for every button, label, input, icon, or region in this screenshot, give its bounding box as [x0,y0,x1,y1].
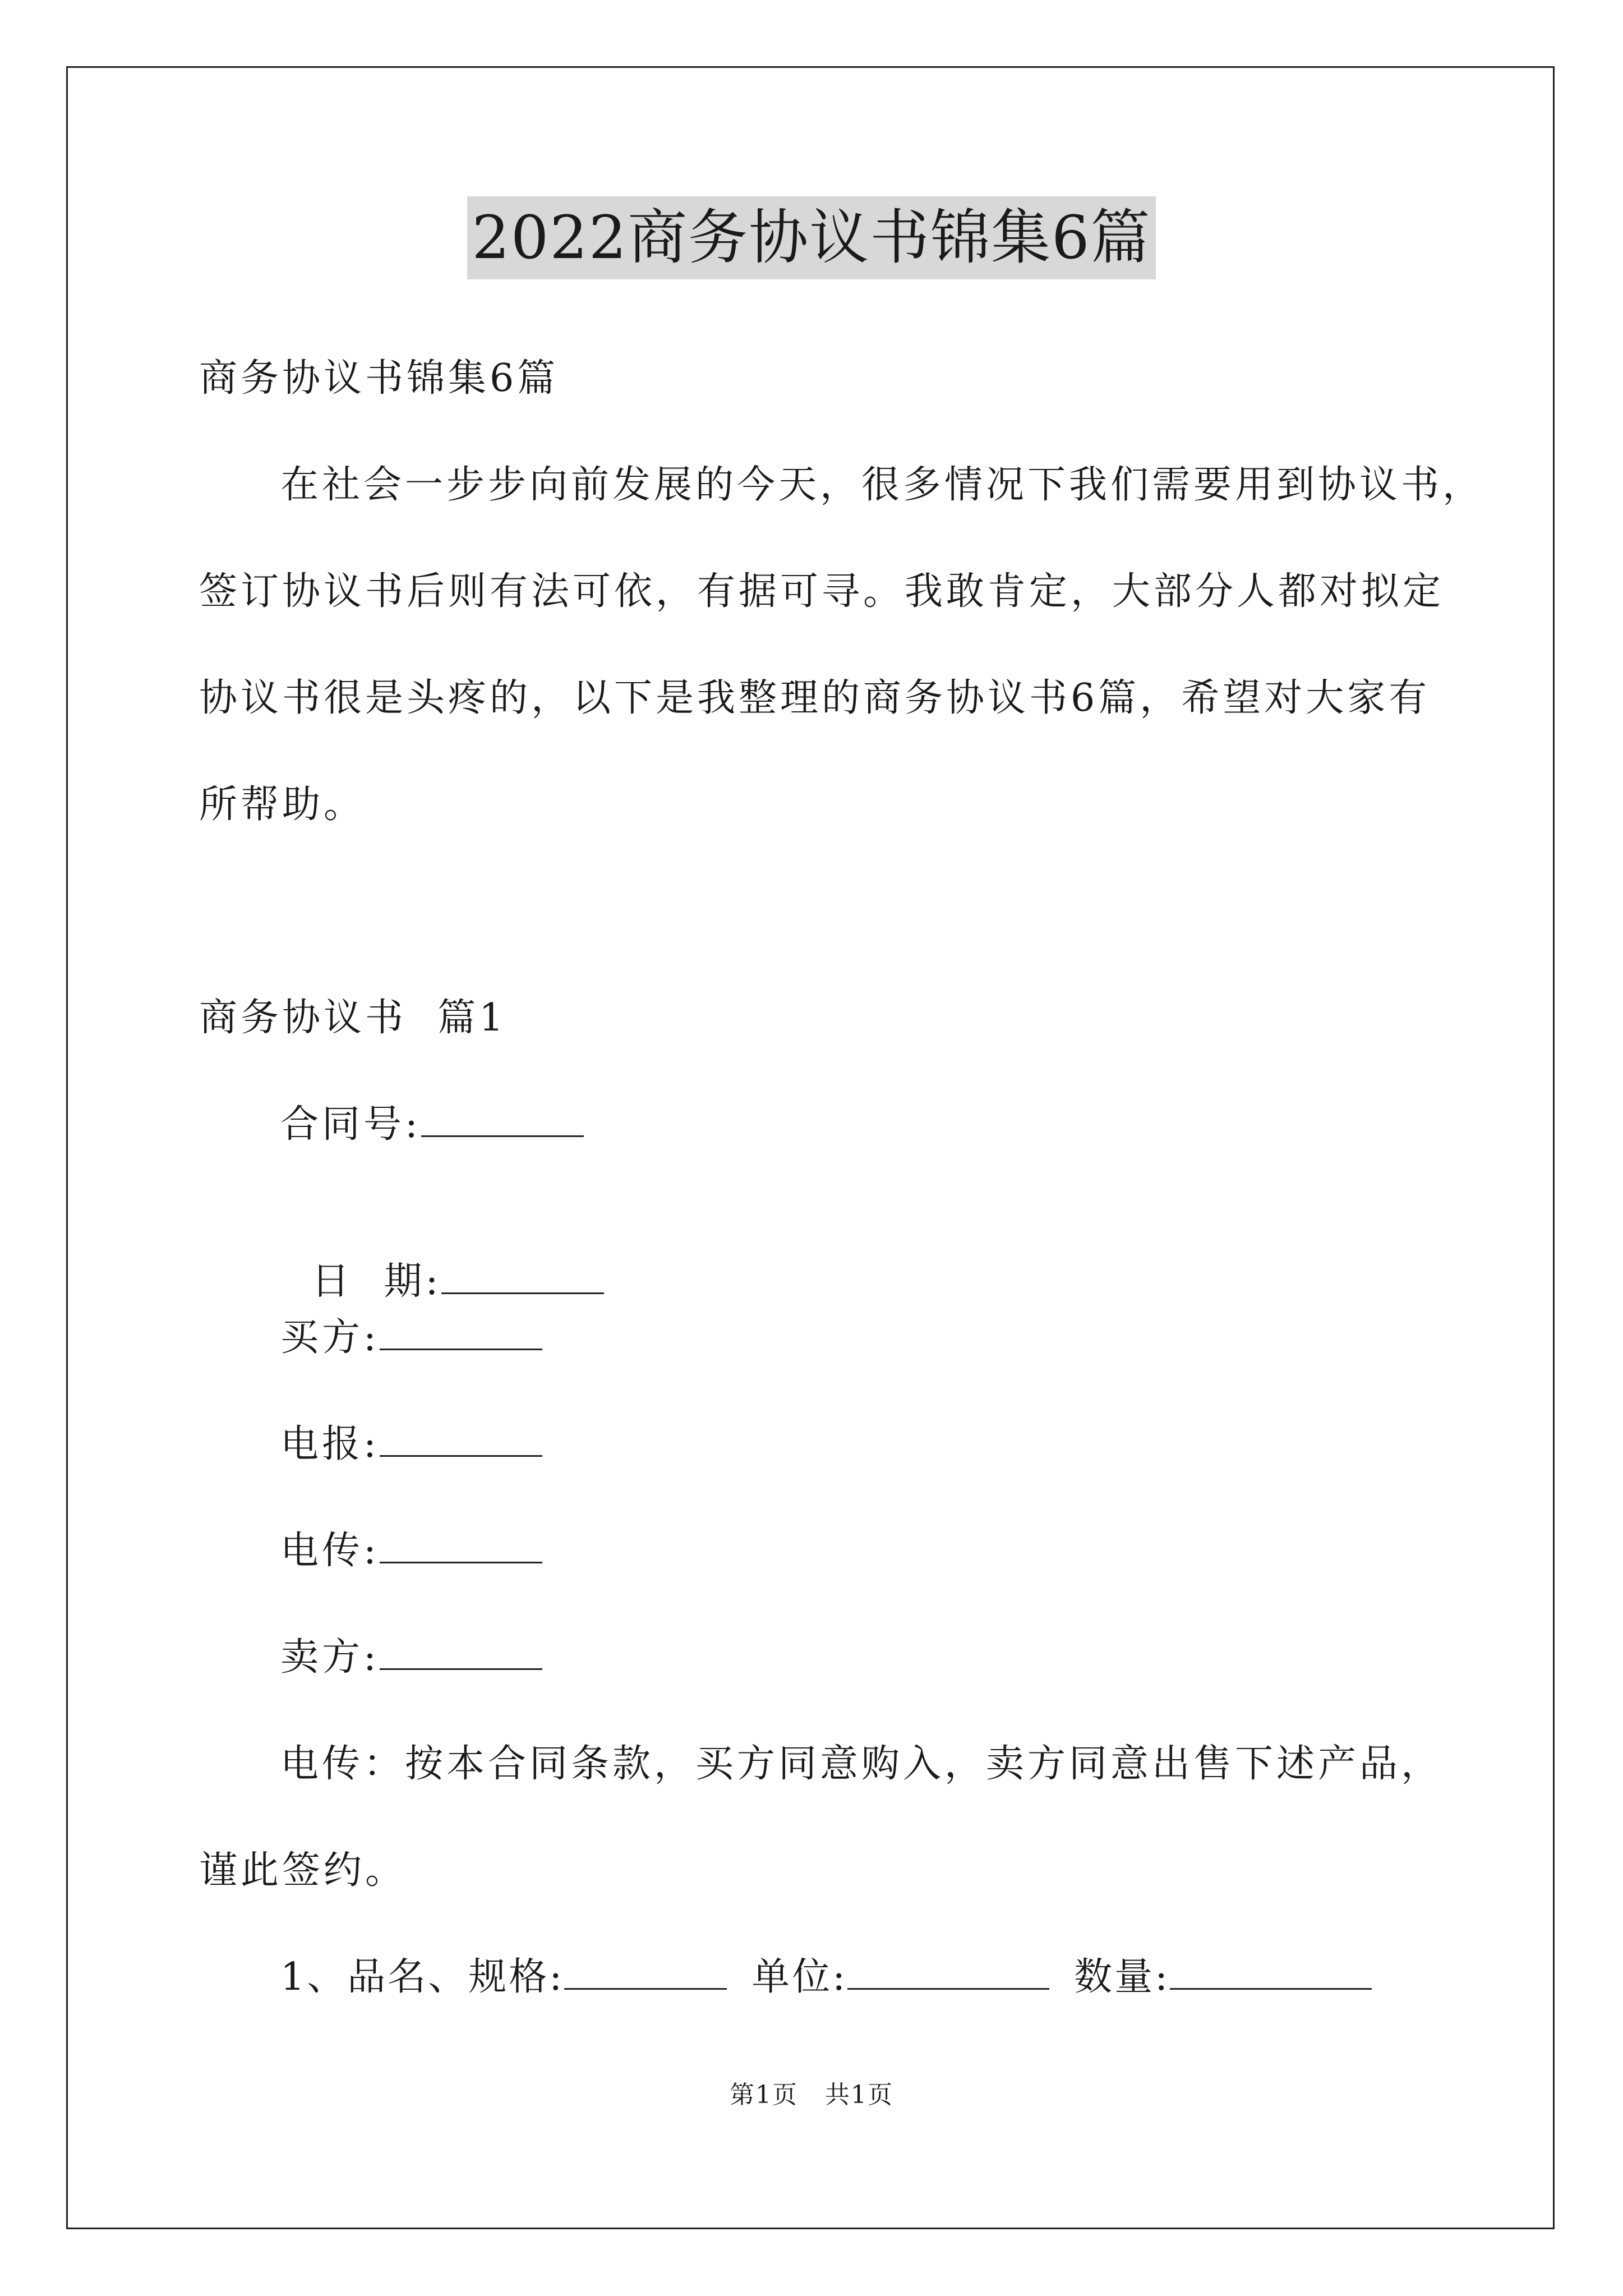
field-telegram [280,1419,542,1470]
item-line [280,1952,1372,2003]
field-fax [280,1526,542,1576]
telegram-blank [380,1421,542,1457]
fax-blank [380,1528,542,1563]
field-buyer [280,1313,542,1363]
unit-blank [847,1954,1049,1990]
intro-line-4: 所帮助。 [199,783,366,827]
quantity-blank [1170,1954,1372,1990]
item-quantity-label: 数量: [1074,1955,1170,1999]
document-title: 2022商务协议书锦集6篇 [467,196,1155,279]
intro-line-3: 协议书很是头疼的，以下是我整理的商务协议书6篇，希望对大家有 [199,676,1431,720]
field-fax-label: 电传: [280,1529,380,1573]
field-seller-label: 卖方: [280,1635,380,1680]
title-container [0,196,1623,279]
field-date-label: 日 期: [311,1259,442,1304]
field-contract-no-label: 合同号: [280,1102,421,1147]
clause-line-1: 电传：按本合同条款，买方同意购入，卖方同意出售下述产品， [280,1742,1443,1786]
intro-line-2: 签订协议书后则有法可依，有据可寻。我敢肯定，大部分人都对拟定 [199,569,1445,614]
item-unit-label: 单位: [751,1955,848,1999]
field-contract-no [280,1099,584,1150]
field-buyer-label: 买方: [280,1315,380,1360]
date-blank [441,1259,604,1294]
field-telegram-label: 电报: [280,1422,380,1466]
contract-no-blank [421,1102,584,1137]
section-heading: 商务协议书 篇1 [199,996,507,1040]
buyer-blank [380,1315,542,1350]
seller-blank [380,1635,542,1670]
clause-line-2: 谨此签约。 [199,1848,407,1893]
name-spec-blank [564,1954,727,1990]
field-seller [280,1632,542,1683]
subtitle: 商务协议书锦集6篇 [199,356,559,401]
page-footer: 第1页 共1页 [730,2081,893,2109]
intro-line-1: 在社会一步步向前发展的今天，很多情况下我们需要用到协议书， [280,463,1484,507]
field-date [280,1206,604,1307]
item-name-spec-label: 1、品名、规格: [280,1955,565,1999]
